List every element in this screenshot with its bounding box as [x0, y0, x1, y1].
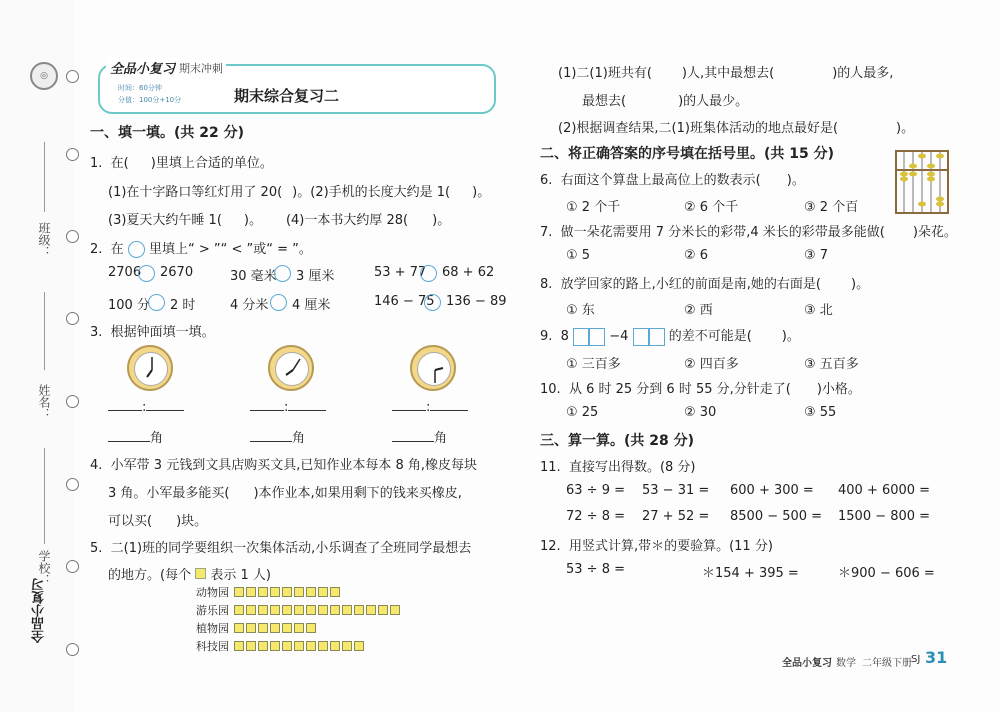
meta-score: 分值：100分+10分	[118, 96, 182, 104]
q3-stem: 3. 根据钟面填一填。	[90, 325, 215, 340]
q10-stem: 10. 从 6 时 25 分到 6 时 55 分,分针走了( )小格。	[540, 382, 861, 397]
q9-option[interactable]: ③ 五百多	[804, 357, 859, 372]
pictograph-cell	[342, 641, 352, 651]
vertical-calc-item: ＊154 + 395 =	[702, 566, 799, 581]
q10-option[interactable]: ② 30	[684, 405, 717, 420]
calc-item: 27 + 52 =	[642, 509, 710, 524]
calc-item: 8500 − 500 =	[730, 509, 823, 524]
pictograph-cell	[282, 587, 292, 597]
footer-subject: 数学	[836, 658, 856, 669]
footer-grade: 二年级下册	[862, 658, 912, 669]
pictograph-cell	[306, 623, 316, 633]
pictograph-cell	[354, 641, 364, 651]
pictograph-cell	[318, 641, 328, 651]
pictograph-cell	[306, 641, 316, 651]
q7-option[interactable]: ② 6	[684, 248, 709, 263]
pictograph-label: 植物园	[196, 622, 229, 635]
clock-3-angle[interactable]: 角	[392, 427, 447, 446]
q11-stem: 11. 直接写出得数。(8 分)	[540, 460, 696, 475]
q6-stem: 6. 右面这个算盘上最高位上的数表示( )。	[540, 173, 805, 188]
answer-circle[interactable]	[274, 265, 291, 282]
pictograph-cell	[270, 605, 280, 615]
calc-item: 1500 − 800 =	[838, 509, 931, 524]
pictograph-cell	[234, 641, 244, 651]
pictograph-cell	[282, 605, 292, 615]
pictograph-cell	[354, 605, 364, 615]
meta-time: 时间：60分钟	[118, 84, 162, 92]
answer-circle[interactable]	[420, 265, 437, 282]
section-3-heading: 三、算一算。(共 28 分)	[540, 433, 695, 449]
pictograph-cell	[234, 587, 244, 597]
q7-option[interactable]: ③ 7	[804, 248, 829, 263]
vertical-calc-item: ＊900 − 606 =	[838, 566, 935, 581]
q8-option[interactable]: ③ 北	[804, 303, 833, 318]
binding-strip	[0, 0, 74, 712]
emblem-icon: ◎	[30, 62, 58, 90]
q5-sub1-line1: (1)二(1)班共有( )人,其中最想去( )的人最多,	[558, 66, 894, 81]
pictograph-cell	[246, 605, 256, 615]
punch-hole	[66, 70, 79, 83]
pictograph-cell	[378, 605, 388, 615]
pictograph-label: 科技园	[196, 640, 229, 653]
q8-option[interactable]: ① 东	[566, 303, 595, 318]
pictograph-cell	[390, 605, 400, 615]
pictograph-cell	[294, 623, 304, 633]
pictograph-cell	[258, 587, 268, 597]
q4-line3: 可以买( )块。	[108, 514, 208, 529]
pictograph-cell	[246, 623, 256, 633]
q6-option[interactable]: ① 2 个千	[566, 200, 621, 215]
digit-box[interactable]	[589, 328, 605, 346]
q10-option[interactable]: ③ 55	[804, 405, 837, 420]
q8-option[interactable]: ② 西	[684, 303, 713, 318]
q5-sub2: (2)根据调查结果,二(1)班集体活动的地点最好是( )。	[558, 121, 915, 136]
q10-option[interactable]: ① 25	[566, 405, 599, 420]
q7-stem: 7. 做一朵花需要用 7 分米长的彩带,4 米长的彩带最多能做( )朵花。	[540, 225, 957, 240]
q6-option[interactable]: ② 6 个千	[684, 200, 739, 215]
section-1-heading: 一、填一填。(共 22 分)	[90, 125, 245, 141]
q5-line2: 的地方。(每个 表示 1 人)	[108, 568, 271, 583]
calc-item: 53 − 31 =	[642, 483, 710, 498]
vertical-calc-item: 53 ÷ 8 =	[566, 562, 625, 577]
abacus-icon	[895, 150, 949, 214]
q4-line2: 3 角。小军最多能买( )本作业本,如果用剩下的钱来买橡皮,	[108, 486, 462, 501]
pictograph-cell	[246, 641, 256, 651]
pictograph-cell	[246, 587, 256, 597]
pictograph-cell	[282, 623, 292, 633]
pictograph-cell	[234, 623, 244, 633]
q7-option[interactable]: ① 5	[566, 248, 591, 263]
q1-num: 1.	[90, 156, 103, 171]
q2-row1-a: 2706	[108, 265, 142, 280]
q8-stem: 8. 放学回家的路上,小红的前面是南,她的右面是( )。	[540, 277, 870, 292]
q6-option[interactable]: ③ 2 个百	[804, 200, 859, 215]
school-label: 学校：	[37, 550, 51, 586]
punch-hole	[66, 560, 79, 573]
q9-option[interactable]: ② 四百多	[684, 357, 739, 372]
pictograph-cell	[282, 641, 292, 651]
pictograph-cell	[330, 605, 340, 615]
pictograph-label: 动物园	[196, 586, 229, 599]
calc-item: 600 + 300 =	[730, 483, 814, 498]
punch-hole	[66, 478, 79, 491]
pictograph-cell	[270, 623, 280, 633]
q2-stem: 2. 在 里填上“ > ”“ < ”或“ = ”。	[90, 242, 312, 257]
section-2-heading: 二、将正确答案的序号填在括号里。(共 15 分)	[540, 146, 835, 162]
punch-hole	[66, 148, 79, 161]
pictograph-cell	[306, 587, 316, 597]
pictograph-cell	[294, 587, 304, 597]
q5-line1: 5. 二(1)班的同学要组织一次集体活动,小乐调查了全班同学最想去	[90, 541, 472, 556]
q1-line2: (3)夏天大约午睡 1( )。 (4)一本书大约厚 28( )。	[108, 213, 451, 228]
pictograph-cell	[330, 641, 340, 651]
page-number: 31	[925, 648, 948, 667]
q1-line1: (1)在十字路口等红灯用了 20( )。(2)手机的长度大约是 1( )。	[108, 185, 491, 200]
side-logo: 全品小复习	[32, 578, 47, 643]
name-line	[44, 292, 45, 370]
footer-edition: SJ	[911, 654, 921, 665]
worksheet-page: ◎ 班级： 姓名： 学校： 全品小复习 全品小复习 期末冲刺 时间：60分钟 分值：100分+10分 期末综合复习二 一、填一填。(共 22 分) 1. 在( )里填上合适的单位。 (1)在十字路口等红灯用了 20( )。(2)手机的长度大约是 1( )。 (3)夏天大约午睡 1( )。 (4)一本书大约厚 28( )。 2. 在 里填上“ > ”“ < ”或“ = ”。 2706 2670 30 毫米 3 厘米 53 + 77 68 + 62 100 分 2 时 4 分米 4 厘米 146 − 75 136 − 89 3. 根据钟面填一填。 : : : 角 角 角 4. 小军带 3 元钱到文具店购买文具,已知作业本每本 8 角,橡皮每块 3 角。小军最多能买( )本作业本,如果用剩下的钱来买橡皮, 可以买( )块。 5. 二(1)班的同学要组织一次集体活动,小乐调查了全班同学最想去 的地方。(每个 表示 1 人) 动物园 游乐园 植物园 科技园 (1)二(1)班共有( )人,其中最想去( )的人最多, 最想去( )的人最少。 (2)根据调查结果,二(1)班集体活动的地点最好是( )。 二、将正确答案的序号填在括号里。(共 15 分) 6. 右面这个算盘上最高位上的数表示( )。 ① 2 个千 ② 6 个千 ③ 2 个百 7. 做一朵花需要用 7 分米长的彩带,4 米长的彩带最多能做( )朵花。 ① 5 ② 6 ③ 7 8. 放学回家的路上,小红的前面是南,她的右面是( )。 ① 东 ② 西 ③ 北 9. 8 −4 的差不可能是( )。 ① 三百多 ② 四百多 ③ 五百多 10. 从 6 时 25 分到 6 时 55 分,分针走了( )小格。 ① 25 ② 30 ③ 55 三、算一算。(共 28 分) 11. 直接写出得数。(8 分) 63 ÷ 9 = 53 − 31 = 600 + 300 = 400 + 6000 = 72 ÷ 8 = 27 + 52 = 8500 − 500 = 1500 − 800 = 12. 用竖式计算,带＊的要验算。(11 分) 53 ÷ 8 = ＊154 + 395 = ＊900 − 606 = 全品小复习 数学 二年级下册 SJ 31	[0, 0, 1000, 712]
pictograph-cell	[270, 587, 280, 597]
answer-circle[interactable]	[148, 294, 165, 311]
clock-2-angle[interactable]: 角	[250, 427, 305, 446]
pictograph-cell	[258, 605, 268, 615]
q9-option[interactable]: ① 三百多	[566, 357, 621, 372]
q1-stem: 1. 在( )里填上合适的单位。	[90, 156, 273, 171]
pictograph-cell	[270, 641, 280, 651]
clock-1-time[interactable]: :	[108, 400, 184, 415]
punch-hole	[66, 312, 79, 325]
pictograph-cell	[294, 641, 304, 651]
calc-item: 63 ÷ 9 =	[566, 483, 625, 498]
name-label: 姓名：	[37, 384, 51, 420]
clock-1	[127, 345, 173, 391]
answer-circle[interactable]	[424, 294, 441, 311]
pictograph-label: 游乐园	[196, 604, 229, 617]
calc-item: 72 ÷ 8 =	[566, 509, 625, 524]
answer-circle[interactable]	[270, 294, 287, 311]
pictograph-cell	[258, 623, 268, 633]
page-title: 期末综合复习二	[234, 87, 340, 105]
digit-box[interactable]	[633, 328, 649, 346]
answer-circle[interactable]	[138, 265, 155, 282]
clock-1-angle[interactable]: 角	[108, 427, 163, 446]
pictograph-cell	[306, 605, 316, 615]
punch-hole	[66, 230, 79, 243]
brand-subtitle: 期末冲刺	[176, 60, 226, 76]
class-line	[44, 142, 45, 212]
pictograph-cell	[366, 605, 376, 615]
pictograph-cell	[234, 605, 244, 615]
punch-hole	[66, 395, 79, 408]
unit-square-icon	[195, 568, 206, 579]
clock-2	[268, 345, 314, 391]
q9-stem: 9. 8 −4 的差不可能是( )。	[540, 329, 800, 344]
pictograph-cell	[330, 587, 340, 597]
pictograph-cell	[258, 641, 268, 651]
digit-box[interactable]	[649, 328, 665, 346]
clock-3-time[interactable]: :	[392, 400, 468, 415]
digit-box[interactable]	[573, 328, 589, 346]
pictograph-cell	[294, 605, 304, 615]
brand-logo: 全品小复习	[106, 58, 179, 77]
clock-3	[410, 345, 456, 391]
clock-2-time[interactable]: :	[250, 400, 326, 415]
school-line	[44, 448, 45, 544]
answer-circle[interactable]	[128, 241, 145, 258]
pictograph-cell	[318, 605, 328, 615]
q4-line1: 4. 小军带 3 元钱到文具店购买文具,已知作业本每本 8 角,橡皮每块	[90, 458, 478, 473]
q5-sub1-line2: 最想去( )的人最少。	[582, 94, 749, 109]
footer-brand: 全品小复习	[782, 658, 832, 669]
pictograph-cell	[342, 605, 352, 615]
q12-stem: 12. 用竖式计算,带＊的要验算。(11 分)	[540, 539, 773, 554]
class-label: 班级：	[37, 222, 51, 258]
punch-hole	[66, 643, 79, 656]
calc-item: 400 + 6000 =	[838, 483, 931, 498]
pictograph-cell	[318, 587, 328, 597]
